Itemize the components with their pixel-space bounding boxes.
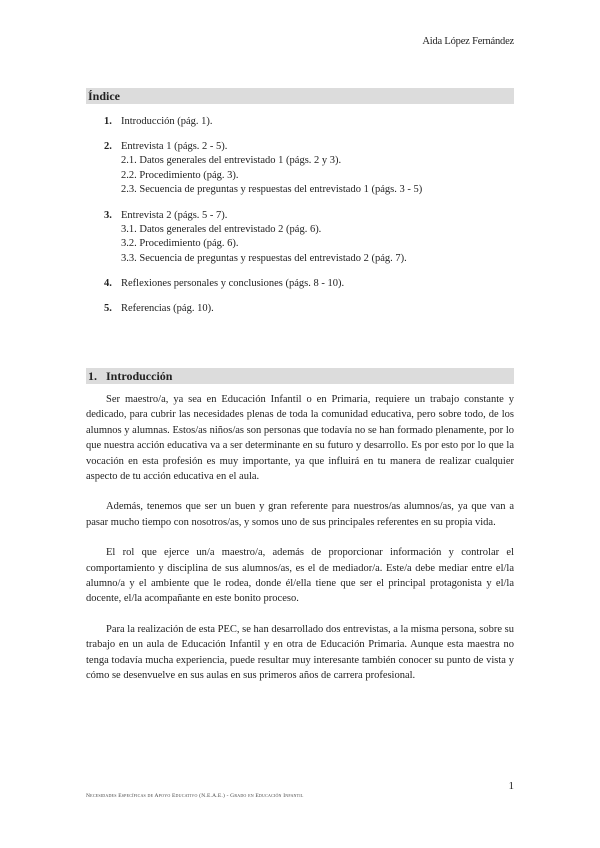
toc-item-4 bbox=[104, 276, 514, 291]
toc-label: Reflexiones personales y conclusiones (págs. 8 - 10). bbox=[121, 278, 345, 289]
page-number: 1 bbox=[508, 780, 514, 792]
toc-subitem: 3.2. Procedimiento (pág. 6). bbox=[121, 238, 239, 249]
toc-subitem: 2.1. Datos generales del entrevistado 1 (págs. 2 y 3). bbox=[121, 155, 342, 166]
index-heading: Índice bbox=[86, 88, 514, 104]
intro-heading: 1. Introducción bbox=[86, 368, 514, 384]
toc-number: 2. bbox=[104, 141, 112, 152]
toc-subitem: 2.3. Secuencia de preguntas y respuestas del entrevistado 1 (págs. 3 - 5) bbox=[121, 184, 423, 195]
author-name: Aida López Fernández bbox=[422, 36, 514, 47]
toc-label: Entrevista 1 (págs. 2 - 5). bbox=[121, 141, 228, 152]
toc-item-5 bbox=[104, 301, 514, 316]
toc-label: Referencias (pág. 10). bbox=[121, 303, 214, 314]
toc-item-3 bbox=[104, 208, 514, 267]
footer-text: Necesidades Específicas de Apoyo Educativo (N.E.A.E.) - Grado en Educación Infantil bbox=[86, 793, 304, 799]
toc-label: Entrevista 2 (págs. 5 - 7). bbox=[121, 209, 228, 221]
intro-body bbox=[86, 392, 514, 699]
paragraph: Ser maestro/a, ya sea en Educación Infantil o en Primaria, requiere un trabajo constante y dedicado, para cubrir las necesidades plenas de toda la comunidad educativa, pero sobre todo, de los alumnos y alumnas. Estos/as niños/as son personas que todavía no se han formado plenamente, por lo que nuestra acción educativa va a ser determinante en su futuro y desarrollo. Es por esto por lo que la vocación en esta profesión es muy importante, ya que influirá en tu manera de realizar cualquier aspecto de tu acción educativa en el aula. bbox=[86, 394, 514, 483]
paragraph: El rol que ejerce un/a maestro/a, además de proporcionar información y controlar el comportamiento y disciplina de sus alumnos/as, es el de mediador/a. Este/a debe mediar entre el/la alumno/a y el ambiente que le rodea, donde él/ella tiene que ser el principal protagonista y el/la docente, el/la acompañante en este bonito proceso. bbox=[86, 547, 514, 605]
toc-item-1 bbox=[104, 114, 514, 129]
toc-number: 4. bbox=[104, 278, 112, 289]
table-of-contents bbox=[104, 114, 514, 316]
toc-number: 5. bbox=[104, 303, 112, 314]
toc-subitem: 2.2. Procedimiento (pág. 3). bbox=[121, 169, 239, 181]
toc-subitem: 3.1. Datos generales del entrevistado 2 (pág. 6). bbox=[121, 223, 322, 235]
toc-number: 1. bbox=[104, 116, 112, 127]
toc-item-2 bbox=[104, 139, 514, 198]
paragraph: Además, tenemos que ser un buen y gran referente para nuestros/as alumnos/as, ya que van a pasar mucho tiempo con nosotros/as, y somos uno de sus principales referentes en su propia vida. bbox=[86, 501, 514, 528]
toc-label: Introducción (pág. 1). bbox=[121, 116, 213, 127]
toc-subitem: 3.3. Secuencia de preguntas y respuestas del entrevistado 2 (pág. 7). bbox=[121, 252, 407, 264]
toc-number: 3. bbox=[104, 209, 112, 221]
paragraph: Para la realización de esta PEC, se han desarrollado dos entrevistas, a la misma persona, sobre su trabajo en un aula de Educación Infantil y en otra de Educación Primaria. Aunque esta maestra no tenga todavía mucha experiencia, puede resultar muy interesante también conocer su punto de vista y cómo se desenvuelve en sus aulas en sus primeros años de carrera profesional. bbox=[86, 623, 514, 682]
